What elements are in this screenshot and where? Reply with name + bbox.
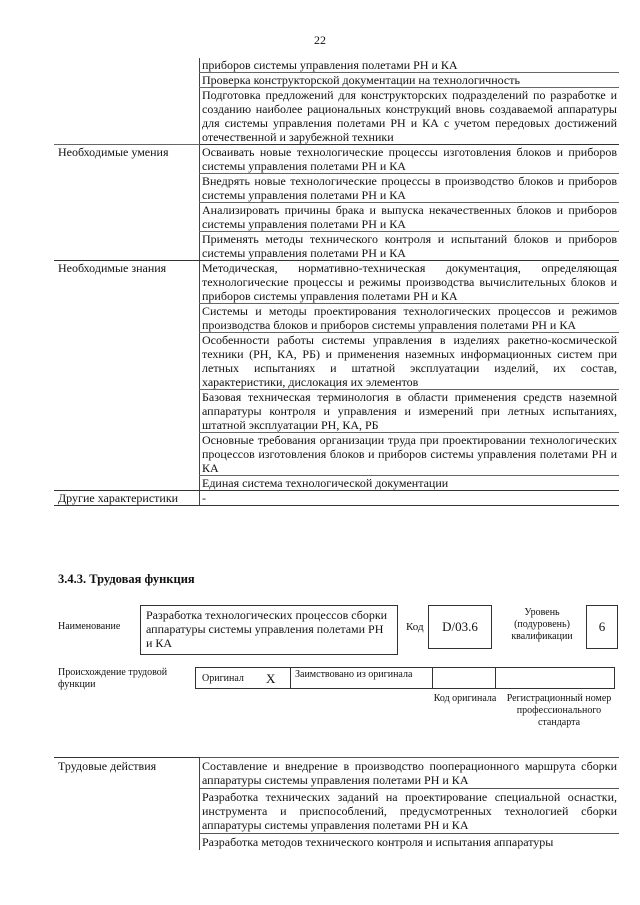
requirement-item: приборов системы управления полетами РН и КА [200, 58, 620, 73]
borrowed-cell: Заимствовано из оригинала [290, 667, 433, 689]
requirement-item: Внедрять новые технологические процессы в производство блоков и приборов системы управления полетами РН и КА [200, 174, 620, 203]
skills-label: Необходимые умения [54, 145, 200, 261]
requirement-item: - [200, 491, 620, 506]
knowledge-label: Необходимые знания [54, 261, 200, 491]
requirement-item: Основные требования организации труда при проектировании технологических процессов изготовления блоков и приборов системы управления полетами РН и КА [200, 433, 620, 476]
original-mark: X [266, 671, 276, 686]
original-cell [195, 667, 291, 689]
requirement-item: Подготовка предложений для конструкторских подразделений по разработке и созданию наиболее рациональных конструкций вновь создаваемой аппаратуры для системы управления полетами РН и КА с учетом передовых достижений отечественной и зарубежной техники [200, 88, 620, 145]
registration-number-label: Регистрационный номер профессионального стандарта [506, 693, 612, 728]
other-characteristics-label: Другие характеристики [54, 491, 200, 506]
original-code-cell [432, 667, 496, 689]
labor-actions-label: Трудовые действия [54, 758, 200, 851]
requirement-item: Применять методы технического контроля и испытаний блоков и приборов системы управления полетами РН и КА [200, 232, 620, 261]
function-name-box: Разработка технологических процессов сборки аппаратуры системы управления полетами РН и КА [140, 605, 398, 655]
requirement-item: Анализировать причины брака и выпуска некачественных блоков и приборов системы управления полетами РН и КА [200, 203, 620, 232]
requirement-item: Единая система технологической документации [200, 476, 620, 491]
function-name-label: Наименование [58, 621, 121, 632]
labor-actions-table [54, 757, 619, 850]
action-item: Составление и внедрение в производство пооперационного маршрута сборки аппаратуры системы управления полетами РН и КА [200, 758, 620, 789]
requirement-item: Методическая, нормативно-техническая документация, определяющая технологические процессы и режимы производства вычислительных блоков и приборов системы управления полетами РН и КА [200, 261, 620, 304]
requirement-item: Системы и методы проектирования технологических процессов и режимов производства блоков и приборов системы управления полетами РН и КА [200, 304, 620, 333]
origin-label: Происхождение трудовой функции [58, 667, 168, 690]
action-item: Разработка методов технического контроля и испытания аппаратуры [200, 834, 620, 851]
origin-row [195, 667, 615, 689]
function-code-box: D/03.6 [428, 605, 492, 649]
requirements-table [54, 58, 619, 506]
original-label: Оригинал [202, 673, 244, 684]
original-code-label: Код оригинала [433, 693, 497, 704]
requirement-item: Осваивать новые технологические процессы изготовления блоков и приборов системы управления полетами РН и КА [200, 145, 620, 174]
requirement-item: Проверка конструкторской документации на технологичность [200, 73, 620, 88]
registration-number-cell [495, 667, 615, 689]
qualification-level-box: 6 [586, 605, 618, 649]
code-label: Код [406, 621, 424, 633]
section-title: 3.4.3. Трудовая функция [58, 572, 195, 586]
requirement-category-label [54, 58, 200, 145]
qualification-level-label: Уровень (подуровень) квалификации [511, 607, 573, 642]
action-item: Разработка технических заданий на проектирование специальной оснастки, инструмента и приспособлений, предусмотренных технологией сборки аппаратуры системы управления полетами РН и КА [200, 789, 620, 834]
page-number: 22 [314, 33, 326, 47]
requirement-item: Базовая техническая терминология в области применения средств наземной аппаратуры контроля и управления и измерений при летных испытаниях, штатной эксплуатации РН, КА, РБ [200, 390, 620, 433]
requirement-item: Особенности работы системы управления в изделиях ракетно-космической техники (РН, КА, РБ) и применения наземных информационных систем при летных испытаниях и штатной эксплуатации изделий, их состав, характеристики, дислокация их элементов [200, 333, 620, 390]
